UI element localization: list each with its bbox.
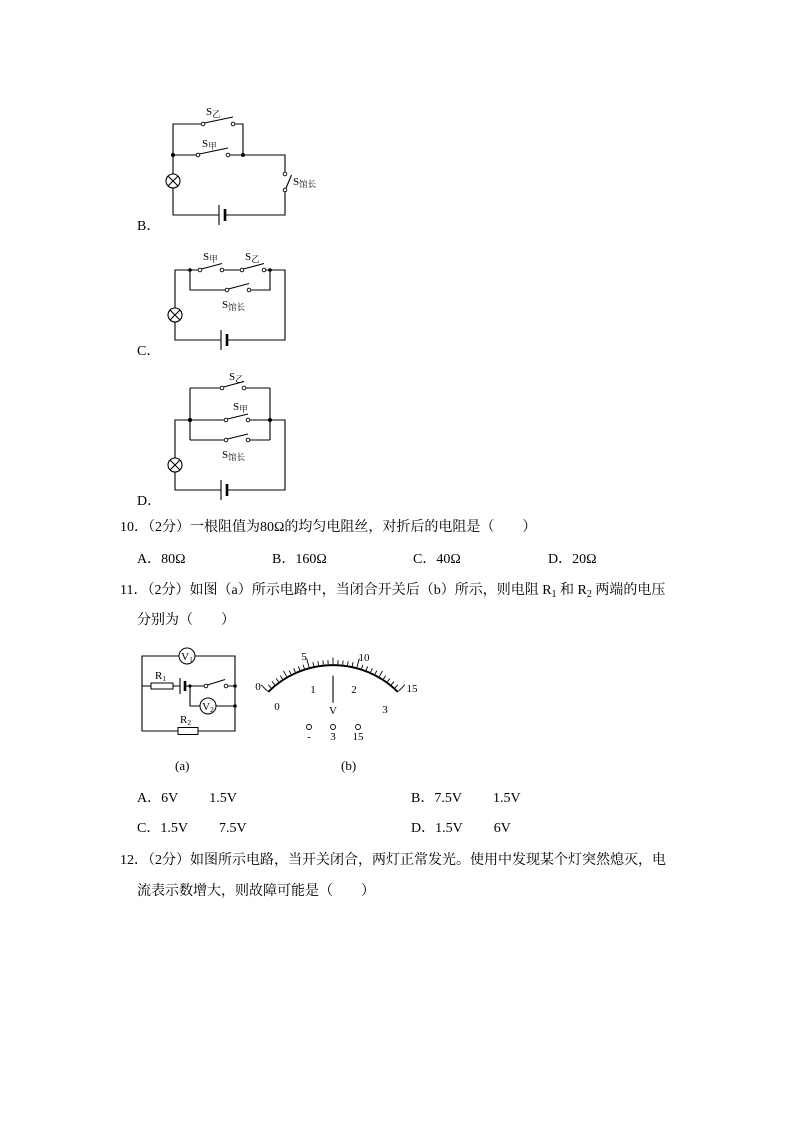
dial-tick xyxy=(280,676,282,679)
dial-tick xyxy=(352,662,353,666)
lower-scale-label: 3 xyxy=(382,704,388,716)
stem-text: 和 R xyxy=(556,583,587,598)
upper-scale-label: 15 xyxy=(406,683,418,695)
dial-tick xyxy=(298,666,299,670)
switch-blade xyxy=(201,264,222,270)
question-10-option-d: D．20Ω xyxy=(548,552,597,567)
question-12-stem-line-2: 流表示数增大，则故障可能是（ ） xyxy=(137,884,375,899)
dial-tick xyxy=(268,685,271,688)
lamp-icon xyxy=(168,308,182,322)
dial-tick xyxy=(307,658,309,667)
label-r1: R1 xyxy=(155,670,167,683)
dial-tick xyxy=(383,676,385,679)
switch-blade xyxy=(228,284,249,290)
dial-tick xyxy=(276,678,278,681)
dial-tick xyxy=(313,662,314,666)
switch-blade xyxy=(207,680,225,686)
terminal-label: 3 xyxy=(330,731,336,743)
switch-contact xyxy=(198,268,202,272)
battery-icon xyxy=(180,678,185,694)
switch-contact xyxy=(262,268,266,272)
option-label: C． xyxy=(137,821,161,836)
dial-tick xyxy=(289,671,291,675)
switch-blade xyxy=(227,414,248,419)
subscript: 1 xyxy=(551,589,557,600)
label-s-guanzhang: S馆长 xyxy=(222,299,246,312)
dial-tick xyxy=(395,685,398,688)
option-label: B． xyxy=(411,791,435,806)
question-10-option-b: B．160Ω xyxy=(272,552,327,567)
question-11-option-b xyxy=(411,791,521,807)
switch-s-jia xyxy=(198,264,224,272)
circuit-option-d xyxy=(130,368,330,503)
junction-dot xyxy=(241,153,245,157)
switch-s-jia xyxy=(224,414,250,422)
dial-unit-label: V xyxy=(329,705,337,717)
switch-contact xyxy=(196,153,200,157)
label-s-yi: S乙 xyxy=(245,251,260,264)
question-10-option-a: A．80Ω xyxy=(137,552,186,567)
junction-dot xyxy=(188,268,192,272)
label-s-guanzhang: S馆长 xyxy=(222,449,246,462)
question-10-stem: 10．（2分）一根阻值为80Ω的均匀电阻丝，对折后的电阻是（ ） xyxy=(120,520,537,535)
resistor-r1 xyxy=(151,683,173,689)
terminal-negative xyxy=(307,725,312,730)
switch-contact xyxy=(246,418,250,422)
battery-icon xyxy=(219,205,225,225)
switch-blade xyxy=(286,175,292,189)
dial-tick xyxy=(391,682,394,685)
lamp-icon xyxy=(168,458,182,472)
junction-dot xyxy=(188,684,191,687)
dial-tick xyxy=(294,668,296,672)
lower-scale-label: 0 xyxy=(274,701,280,713)
dial-tick xyxy=(348,661,349,665)
switch-contact xyxy=(224,684,228,688)
terminal-label: 15 xyxy=(352,731,364,743)
dial-tick xyxy=(362,665,363,669)
figure-b-voltmeter-dial xyxy=(250,645,425,745)
dial-tick xyxy=(387,678,389,681)
junction-dot xyxy=(233,684,237,688)
dial-tick xyxy=(375,671,377,675)
dial-tick xyxy=(399,685,405,691)
lower-scale-label: 1 xyxy=(310,684,316,696)
switch-contact xyxy=(204,684,208,688)
switch xyxy=(204,680,228,688)
voltmeter-v2 xyxy=(200,698,216,714)
option-value: 7.5V xyxy=(434,791,462,806)
voltmeter-v2-label: V2 xyxy=(202,701,214,714)
junction-dot xyxy=(188,418,192,422)
option-label: D． xyxy=(411,821,436,836)
wire-parallel-block xyxy=(190,388,270,440)
dial-tick xyxy=(371,668,373,672)
dial-tick xyxy=(318,661,319,665)
label-s-yi: S乙 xyxy=(206,106,221,119)
label-r2: R2 xyxy=(180,714,192,727)
figure-b-caption: (b) xyxy=(341,758,357,773)
figure-a-circuit xyxy=(135,640,245,740)
wire-inner-branch xyxy=(190,270,270,290)
switch-contact xyxy=(220,386,224,390)
question-11-option-c xyxy=(137,821,247,837)
junction-dot xyxy=(233,704,237,708)
option-value: 1.5V xyxy=(160,821,188,836)
terminal-3v xyxy=(331,725,336,730)
lamp-icon xyxy=(166,174,180,188)
switch-contact xyxy=(247,288,251,292)
terminal-15v xyxy=(356,725,361,730)
question-11-option-d xyxy=(411,821,511,837)
lower-scale-label: 2 xyxy=(351,684,357,696)
junction-dot xyxy=(268,418,272,422)
label-s-guanzhang: S馆长 xyxy=(293,176,317,189)
option-value: 1.5V xyxy=(435,821,463,836)
switch-contact xyxy=(246,438,250,442)
question-11-stem-line-1 xyxy=(120,583,665,599)
option-value: 6V xyxy=(493,821,511,836)
dial-tick xyxy=(261,685,267,691)
junction-dot xyxy=(171,153,175,157)
resistor-r2 xyxy=(178,728,198,735)
switch-contact xyxy=(224,438,228,442)
switch-contact xyxy=(226,153,230,157)
option-value: 1.5V xyxy=(209,791,237,806)
label-s-yi: S乙 xyxy=(229,371,244,384)
switch-contact xyxy=(283,188,287,192)
switch-s-guanzhang xyxy=(283,172,291,192)
switch-contact xyxy=(201,122,205,126)
label-s-jia: S甲 xyxy=(233,401,248,414)
wire-main-row xyxy=(173,155,285,172)
upper-scale-label: 0 xyxy=(255,681,261,693)
subscript: 2 xyxy=(586,589,592,600)
voltmeter-v1 xyxy=(179,648,195,664)
switch-contact xyxy=(224,418,228,422)
question-11-option-a xyxy=(137,791,237,807)
option-c-label: C． xyxy=(137,344,161,359)
upper-scale-label: 5 xyxy=(301,651,307,663)
label-s-jia: S甲 xyxy=(203,251,218,264)
switch-contact xyxy=(225,288,229,292)
battery-icon xyxy=(221,480,227,500)
stem-text: 11．（2分）如图（a）所示电路中，当闭合开关后（b）所示，则电阻 R xyxy=(120,583,552,598)
switch-contact xyxy=(220,268,224,272)
dial-tick xyxy=(272,682,275,685)
figure-a-caption: (a) xyxy=(175,758,190,773)
battery-icon xyxy=(221,330,227,350)
circuit-option-c xyxy=(130,248,330,353)
switch-contact xyxy=(283,172,287,176)
option-b-label: B． xyxy=(137,219,161,234)
switch-s-guanzhang xyxy=(224,434,250,442)
junction-dot xyxy=(268,268,272,272)
switch-s-yi xyxy=(240,264,266,272)
stem-text: 两端的电压 xyxy=(591,583,666,598)
question-12-stem-line-1: 12．（2分）如图所示电路，当开关闭合，两灯正常发光。使用中发现某个灯突然熄灭，电 xyxy=(120,853,666,868)
terminal-label: - xyxy=(307,731,311,743)
dial-tick xyxy=(366,666,367,670)
voltmeter-v1-label: V1 xyxy=(181,651,193,664)
switch-contact xyxy=(231,122,235,126)
option-value: 1.5V xyxy=(492,791,521,806)
upper-scale-label: 10 xyxy=(358,652,370,664)
switch-s-guanzhang xyxy=(225,284,251,292)
switch-contact xyxy=(242,386,246,390)
option-value: 6V xyxy=(161,791,179,806)
question-11-stem-line-2: 分别为（ ） xyxy=(137,613,235,628)
dial-tick xyxy=(283,671,286,677)
switch-contact xyxy=(240,268,244,272)
option-label: A． xyxy=(137,791,162,806)
circuit-option-b xyxy=(130,95,330,235)
wire-left xyxy=(173,155,219,215)
question-10-option-c: C．40Ω xyxy=(413,552,461,567)
switch-blade xyxy=(243,264,264,270)
wire-right-lower xyxy=(225,192,285,215)
option-value: 7.5V xyxy=(218,821,247,836)
option-d-label: D． xyxy=(137,494,162,509)
switch-blade xyxy=(227,434,248,439)
dial-tick xyxy=(303,665,304,669)
dial-tick xyxy=(379,671,382,677)
label-s-jia: S甲 xyxy=(202,138,217,151)
